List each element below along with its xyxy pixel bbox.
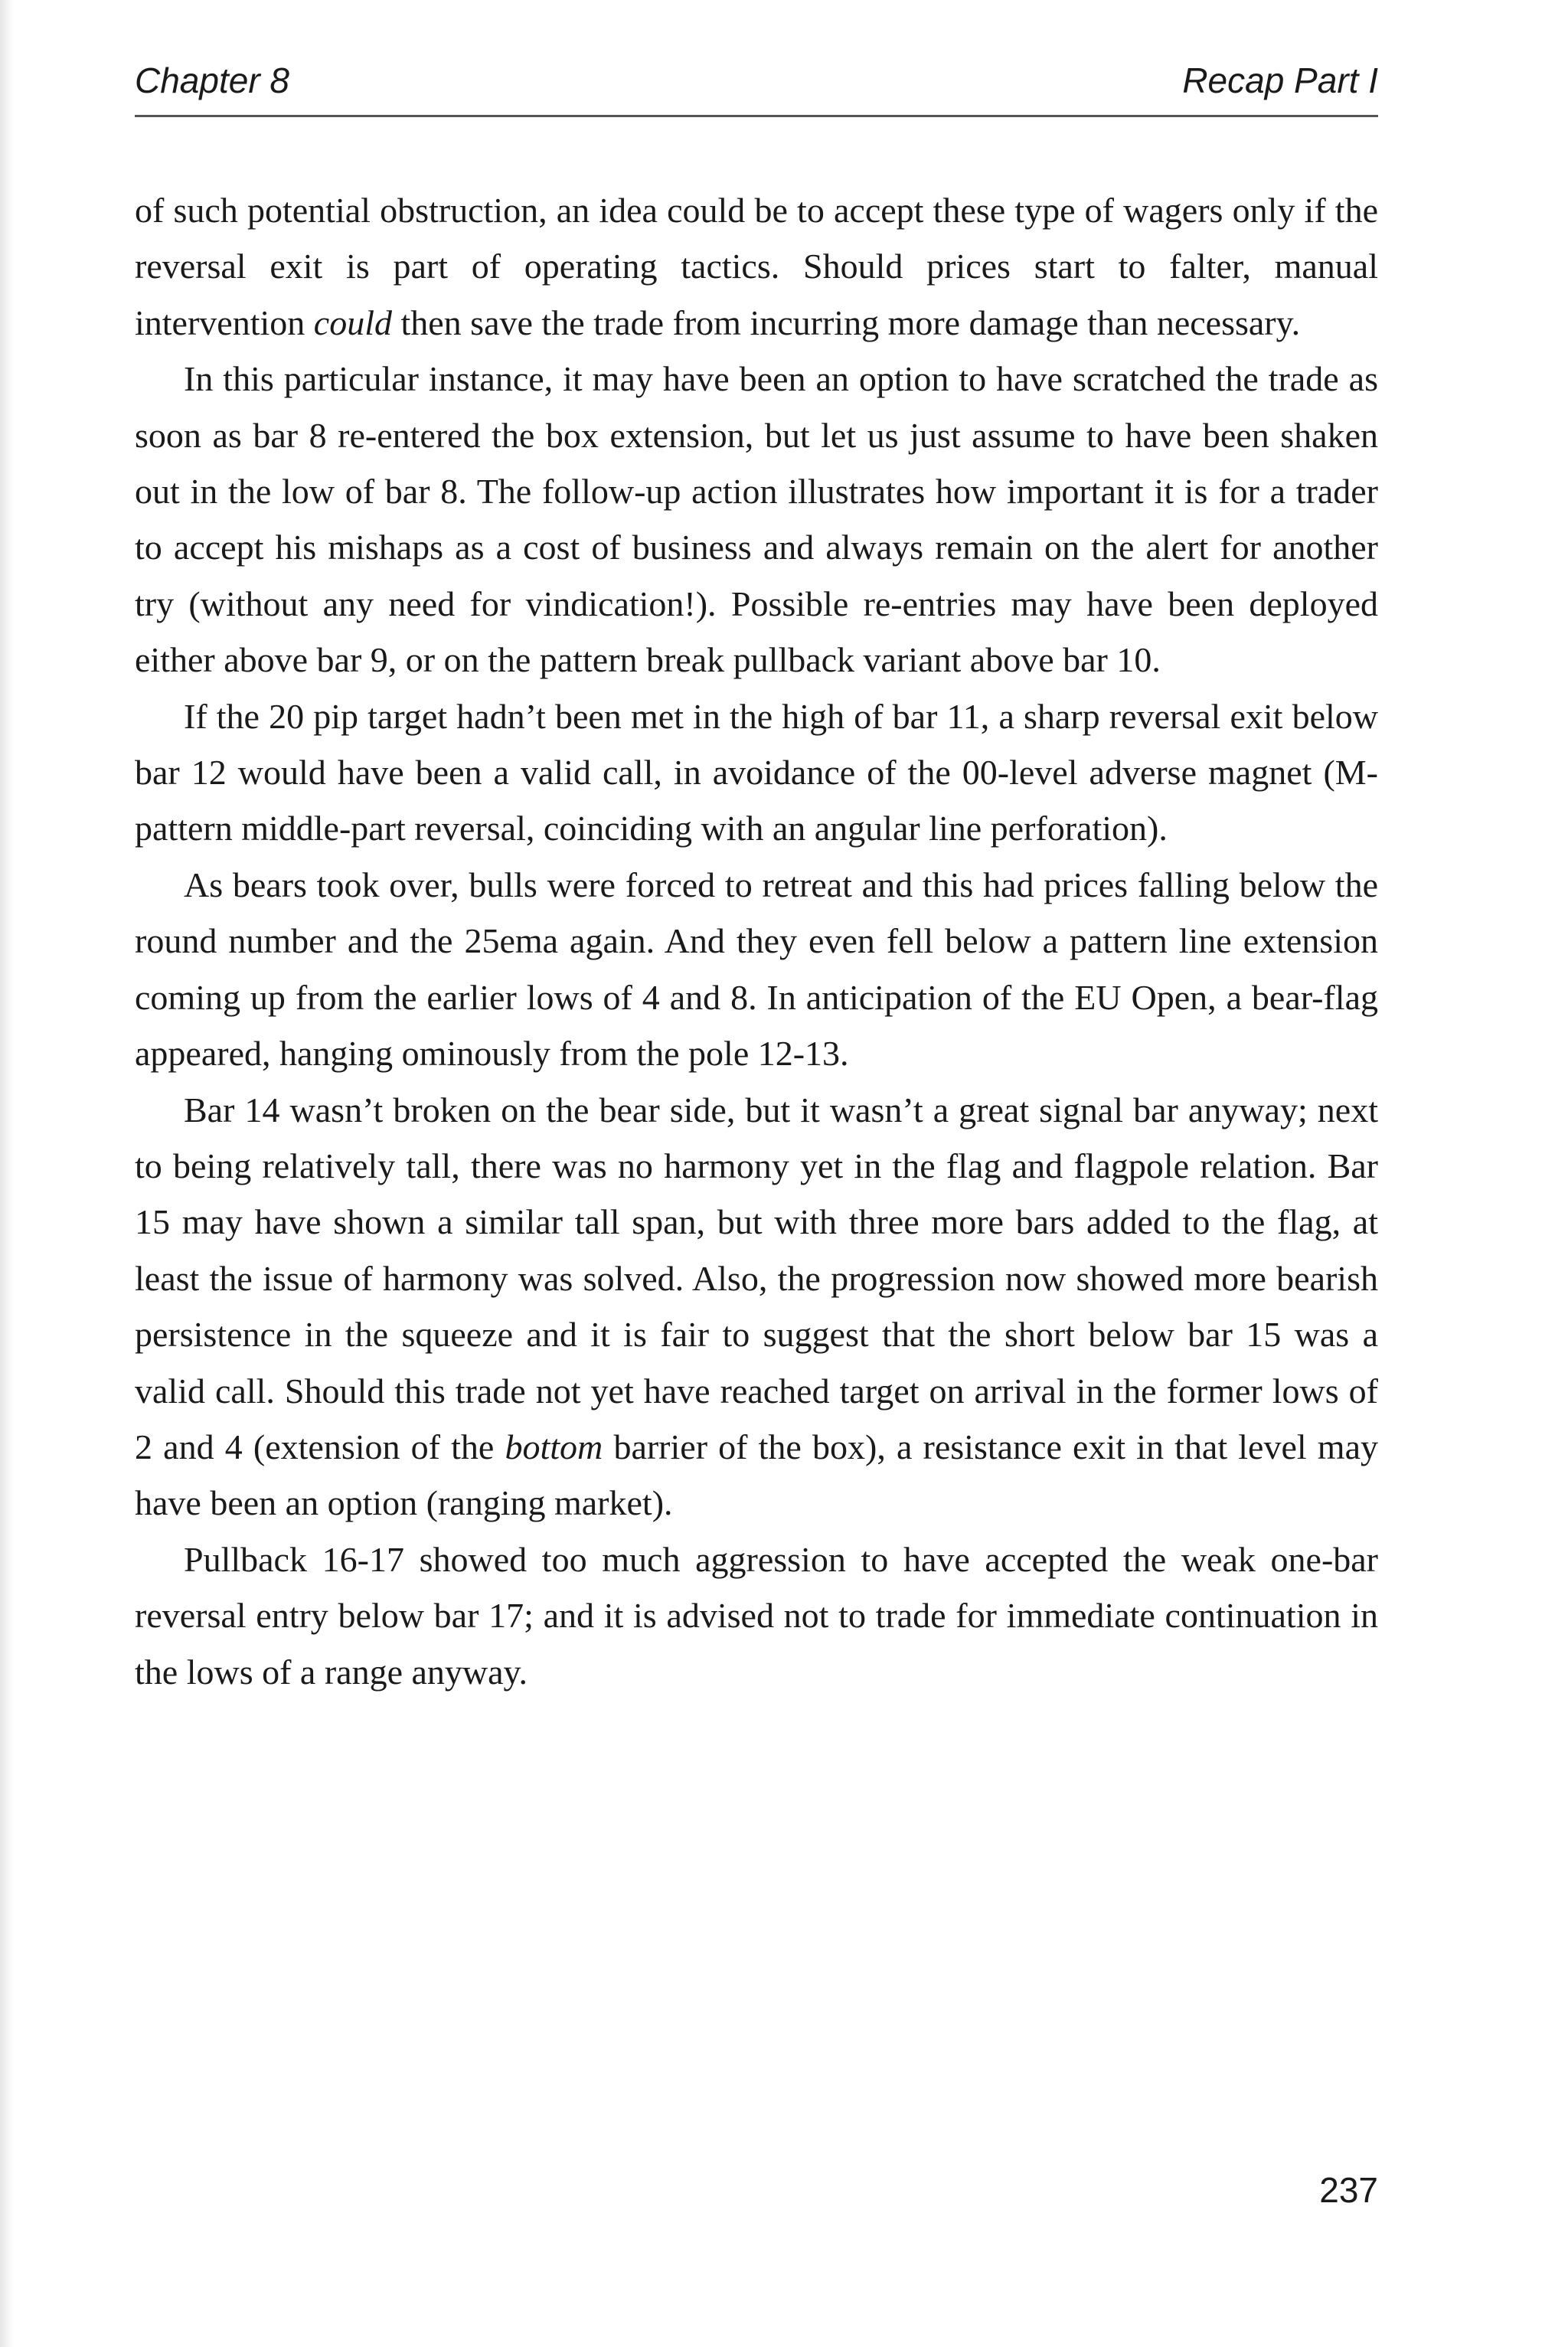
text-run: As bears took over, bulls were forced to retreat and this had prices falling below the round number and the 25ema again. And they even fell below a pattern line extension coming up from the earlier lows of 4 and 8. In anticipation of the EU Open, a bear-flag appeared, hanging ominously from the pole 12-13.: [135, 865, 1378, 1074]
body-text: [135, 182, 1378, 1700]
text-run: then save the trade from incurring more damage than necessary.: [391, 302, 1301, 342]
paragraph-2: [135, 351, 1378, 688]
running-head: [135, 54, 1378, 107]
header-rule: [135, 115, 1378, 117]
paragraph-1: [135, 182, 1378, 351]
text-run: barrier of the box), a resistance exit in that level may have been an option (ranging market).: [135, 1427, 1379, 1523]
paragraph-5: [135, 1082, 1378, 1531]
paragraph-6: [135, 1531, 1378, 1700]
text-run: Pullback 16-17 showed too much aggression to have accepted the weak one-bar reversal entry below bar 17; and it is advised not to trade for immediate continuation in the lows of a range anyway.: [135, 1539, 1378, 1692]
paragraph-3: [135, 688, 1378, 857]
emphasis-could: could: [313, 302, 392, 342]
paragraph-4: [135, 857, 1378, 1082]
section-label: Recap Part I: [1182, 60, 1378, 100]
text-run: of such potential obstruction, an idea could be to accept these type of wagers only if the reversal exit is part of operating tactics. Should prices start to falter, manual intervention: [135, 191, 1378, 342]
text-run: In this particular instance, it may have been an option to have scratched the trade as soon as bar 8 re-entered the box extension, but let us just assume to have been shaken out in the low of bar 8. The follow-up action illustrates how important it is for a trader to accept his mishaps as a cost of business and always remain on the alert for another try (without any need for vindication!). Possible re-entries may have been deployed either above bar 9, or on the pattern break pullback variant above bar 10.: [135, 359, 1378, 680]
text-run: Bar 14 wasn’t broken on the bear side, but it wasn’t a great signal bar anyway; next to being relatively tall, there was no harmony yet in the flag and flagpole relation. Bar 15 may have shown a similar tall span, but with three more bars added to the flag, at least the issue of harmony was solved. Also, the progression now showed more bearish persistence in the squeeze and it is fair to suggest that the short below bar 15 was a valid call. Should this trade not yet have reached target on arrival in the former lows of 2 and 4 (extension of the: [135, 1090, 1378, 1466]
emphasis-bottom: bottom: [505, 1427, 603, 1466]
page-edge-shadow: [0, 0, 14, 2347]
text-run: If the 20 pip target hadn’t been met in the high of bar 11, a sharp reversal exit below bar 12 would have been a valid call, in avoidance of the 00-level adverse magnet (M-pattern middle-part reversal, coinciding with an angular line perforation).: [135, 696, 1378, 848]
chapter-label: Chapter 8: [135, 60, 290, 100]
page-number: 237: [1319, 2170, 1378, 2210]
